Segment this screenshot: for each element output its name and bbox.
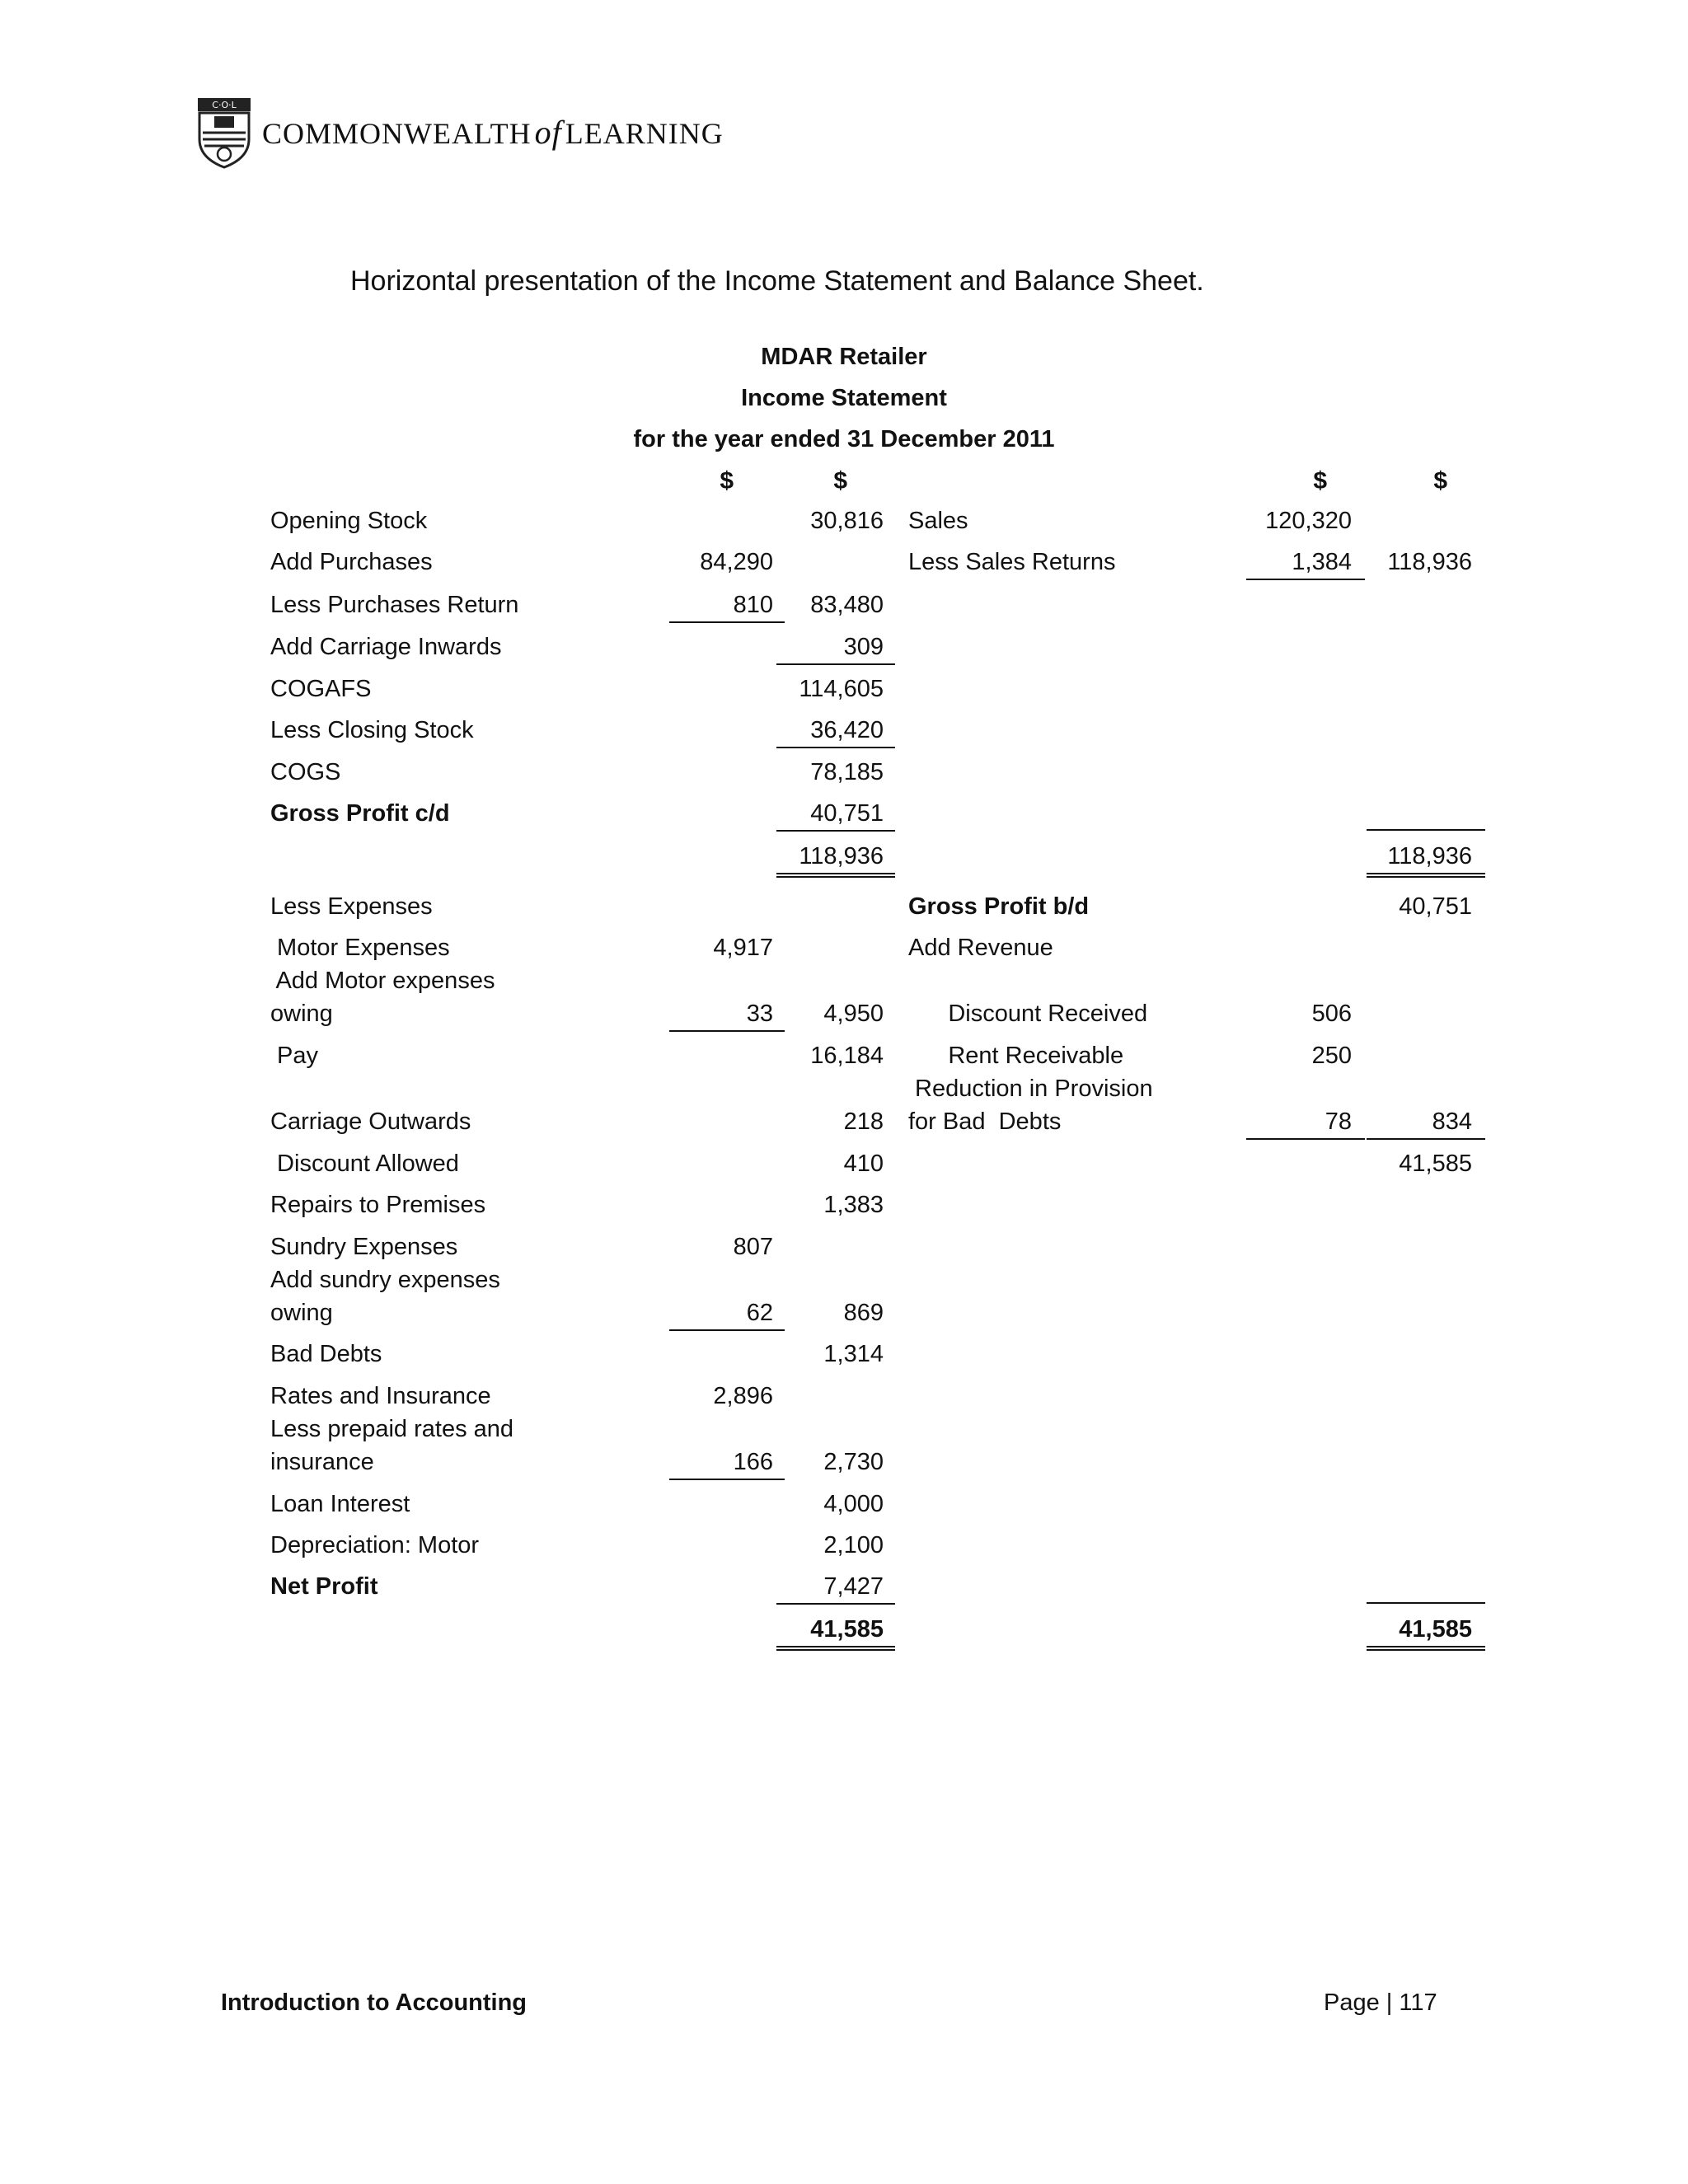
value-gross-profit-bd: 40,751 — [1399, 893, 1472, 920]
value-net-purchases: 83,480 — [810, 592, 884, 618]
value-gross-profit-cd: 40,751 — [776, 797, 895, 832]
company-name: MDAR Retailer — [761, 344, 927, 370]
footer-page-number: Page | 117 — [1324, 1990, 1437, 2016]
logo-wordmark — [262, 116, 724, 149]
value-revenue-total: 834 — [1367, 1105, 1485, 1140]
value-cogafs: 114,605 — [799, 676, 884, 702]
label-depreciation: Depreciation: Motor — [270, 1532, 480, 1558]
value-pl-total-left: 41,585 — [776, 1613, 895, 1651]
statement-period: for the year ended 31 December 2011 — [633, 426, 1055, 452]
currency-header-c6: $ — [1433, 467, 1447, 494]
label-add-sundry-1: Add sundry expenses — [270, 1267, 500, 1293]
value-discount-allowed: 410 — [843, 1151, 884, 1177]
label-motor-expenses: Motor Expenses — [270, 935, 450, 961]
value-right-subtotal: 41,585 — [1399, 1151, 1472, 1177]
label-sundry-expenses: Sundry Expenses — [270, 1234, 458, 1260]
label-less-purchases-return: Less Purchases Return — [270, 592, 519, 618]
value-less-purchases-return: 810 — [669, 588, 785, 623]
value-sundry-total: 869 — [843, 1300, 884, 1326]
label-sales: Sales — [908, 508, 968, 534]
label-closing-stock: Less Closing Stock — [270, 717, 474, 743]
label-repairs: Repairs to Premises — [270, 1192, 486, 1218]
label-gross-profit-bd: Gross Profit b/d — [908, 893, 1090, 920]
label-opening-stock: Opening Stock — [270, 508, 428, 534]
label-discount-allowed: Discount Allowed — [270, 1151, 459, 1177]
label-add-purchases: Add Purchases — [270, 549, 433, 575]
statement-title: Income Statement — [741, 385, 947, 411]
currency-header-c5: $ — [1313, 467, 1327, 494]
value-pl-total-right: 41,585 — [1367, 1613, 1485, 1651]
value-pay: 16,184 — [810, 1043, 884, 1069]
rule-right-total1 — [1367, 829, 1485, 831]
value-cogs: 78,185 — [810, 759, 884, 785]
label-pay: Pay — [270, 1043, 319, 1069]
value-opening-stock: 30,816 — [810, 508, 884, 534]
value-trading-total-right: 118,936 — [1367, 840, 1485, 878]
label-less-prepaid-1: Less prepaid rates and — [270, 1416, 514, 1442]
value-carriage-inwards: 309 — [776, 630, 895, 665]
value-sundry-owing: 62 — [669, 1296, 785, 1331]
value-rates-total: 2,730 — [823, 1449, 884, 1475]
value-rent-receivable: 250 — [1311, 1043, 1352, 1069]
currency-header-c2: $ — [720, 467, 734, 494]
value-bad-debts: 1,314 — [823, 1341, 884, 1367]
value-repairs: 1,383 — [823, 1192, 884, 1218]
value-less-sales-returns: 1,384 — [1246, 546, 1365, 580]
logo-text-1: COMMONWEALTH — [262, 117, 532, 150]
value-reduction-provision: 78 — [1246, 1105, 1365, 1140]
label-discount-received: Discount Received — [908, 1001, 1148, 1027]
col-logo — [196, 96, 724, 170]
label-rates-insurance: Rates and Insurance — [270, 1383, 491, 1409]
value-depreciation: 2,100 — [823, 1532, 884, 1558]
label-add-sundry-2: owing — [270, 1300, 333, 1326]
label-cogs: COGS — [270, 759, 341, 785]
value-closing-stock: 36,420 — [776, 714, 895, 748]
label-bad-debts: Bad Debts — [270, 1341, 382, 1367]
value-motor-owing: 33 — [669, 997, 785, 1032]
label-carriage-inwards: Add Carriage Inwards — [270, 634, 502, 660]
value-net-sales: 118,936 — [1387, 549, 1472, 575]
label-less-sales-returns: Less Sales Returns — [908, 549, 1116, 575]
value-motor-total: 4,950 — [823, 1001, 884, 1027]
logo-of: of — [534, 114, 562, 151]
label-loan-interest: Loan Interest — [270, 1491, 410, 1517]
value-loan-interest: 4,000 — [823, 1491, 884, 1517]
label-rent-receivable: Rent Receivable — [908, 1043, 1124, 1069]
currency-header-c3: $ — [833, 467, 847, 494]
value-prepaid: 166 — [669, 1446, 785, 1480]
col-crest-icon — [196, 96, 252, 169]
label-reduction-provision-1: Reduction in Provision — [908, 1076, 1153, 1102]
value-sundry-expenses: 807 — [733, 1234, 773, 1260]
label-net-profit: Net Profit — [270, 1573, 378, 1600]
value-net-profit: 7,427 — [776, 1570, 895, 1605]
value-discount-received: 506 — [1311, 1001, 1352, 1027]
value-carriage-outwards: 218 — [843, 1108, 884, 1135]
label-add-motor-owing-2: owing — [270, 1001, 333, 1027]
label-reduction-provision-2: for Bad Debts — [908, 1108, 1062, 1135]
value-motor-expenses: 4,917 — [713, 935, 773, 961]
label-add-revenue: Add Revenue — [908, 935, 1053, 961]
value-rates-insurance: 2,896 — [713, 1383, 773, 1409]
label-carriage-outwards: Carriage Outwards — [270, 1108, 471, 1135]
value-sales: 120,320 — [1265, 508, 1352, 534]
rule-right-total2 — [1367, 1602, 1485, 1604]
intro-text: Horizontal presentation of the Income Statement and Balance Sheet. — [350, 265, 1204, 297]
crest-text: C·O·L — [212, 100, 237, 110]
label-add-motor-owing-1: Add Motor expenses — [270, 968, 495, 994]
value-add-purchases: 84,290 — [700, 549, 773, 575]
label-gross-profit-cd: Gross Profit c/d — [270, 800, 450, 827]
logo-text-2: LEARNING — [565, 117, 724, 150]
value-trading-total-left: 118,936 — [776, 840, 895, 878]
label-less-expenses: Less Expenses — [270, 893, 433, 920]
footer-course-title: Introduction to Accounting — [221, 1990, 528, 2016]
label-less-prepaid-2: insurance — [270, 1449, 374, 1475]
label-cogafs: COGAFS — [270, 676, 372, 702]
